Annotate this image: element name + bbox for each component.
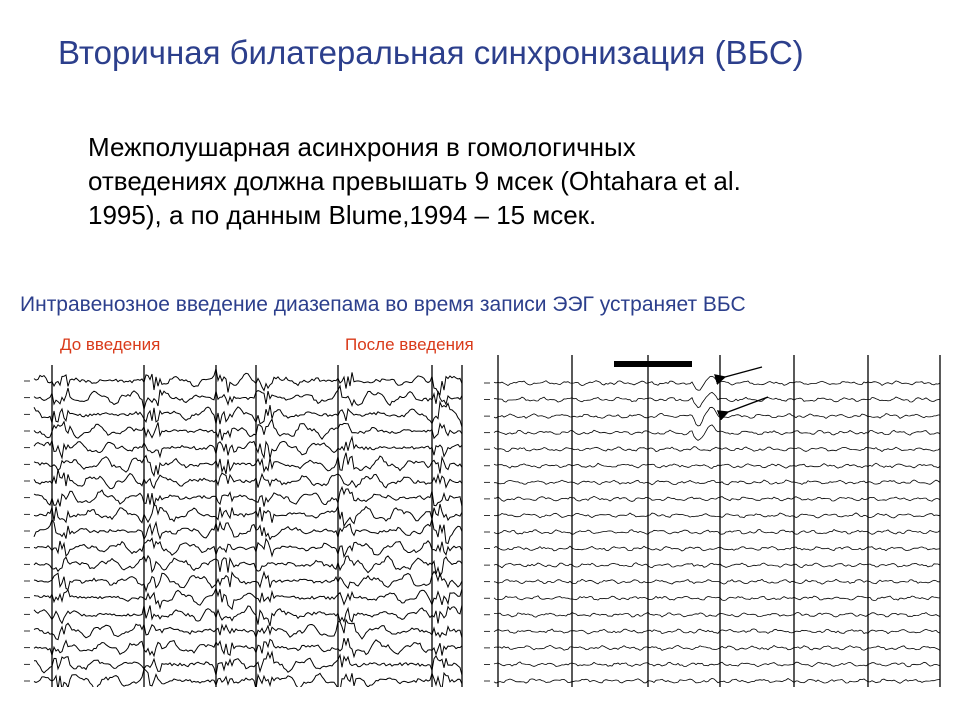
eeg-channel-trace bbox=[494, 563, 940, 568]
event-marker bbox=[614, 361, 692, 367]
eeg-subtitle: Интравенозное введение диазепама во время записи ЭЭГ устраняет ВБС bbox=[20, 293, 746, 316]
eeg-channel-trace bbox=[494, 496, 940, 501]
eeg-channel-trace bbox=[494, 596, 940, 601]
eeg-channel-trace bbox=[34, 638, 462, 657]
eeg-channel-trace bbox=[494, 645, 940, 650]
body-line-1: Межполушарная асинхрония в гомологичных bbox=[88, 132, 636, 162]
label-after-injection: После введения bbox=[345, 335, 474, 354]
slide-title: Вторичная билатеральная синхронизация (ВБС) bbox=[58, 34, 804, 71]
annotation-arrows bbox=[700, 350, 780, 420]
eeg-channel-trace bbox=[34, 453, 462, 476]
eeg-channel-trace bbox=[494, 612, 940, 617]
eeg-channel-trace bbox=[34, 402, 462, 427]
eeg-before-image bbox=[22, 365, 464, 687]
eeg-channel-trace bbox=[494, 447, 940, 452]
eeg-channel-trace bbox=[494, 513, 940, 518]
eeg-channel-trace bbox=[34, 572, 462, 591]
eeg-channel-trace bbox=[34, 556, 462, 576]
eeg-channel-trace bbox=[34, 669, 462, 687]
eeg-channel-trace bbox=[34, 538, 462, 556]
eeg-channel-trace bbox=[34, 519, 462, 544]
eeg-channel-trace bbox=[494, 530, 940, 535]
eeg-channel-trace bbox=[34, 369, 462, 395]
arrow-icon bbox=[725, 367, 762, 377]
eeg-channel-trace bbox=[34, 620, 462, 640]
body-line-2: отведениях должна превышать 9 мсек (Ohtahara et al. bbox=[88, 166, 741, 196]
eeg-channel-trace bbox=[494, 579, 940, 584]
eeg-channel-trace bbox=[494, 546, 940, 551]
eeg-channel-trace bbox=[494, 463, 940, 468]
eeg-channel-trace bbox=[34, 504, 462, 526]
eeg-channel-trace bbox=[34, 386, 462, 409]
eeg-channel-trace bbox=[494, 678, 940, 683]
eeg-channel-trace bbox=[34, 487, 462, 506]
eeg-channel-trace bbox=[494, 425, 940, 441]
eeg-channel-trace bbox=[34, 470, 462, 489]
eeg-channel-trace bbox=[494, 629, 940, 634]
eeg-channel-trace bbox=[34, 652, 462, 675]
eeg-channel-trace bbox=[34, 419, 462, 440]
eeg-channel-trace bbox=[494, 662, 940, 667]
eeg-channel-trace bbox=[34, 605, 462, 626]
eeg-channel-trace bbox=[34, 437, 462, 458]
eeg-channel-trace bbox=[494, 480, 940, 485]
body-line-3: 1995), а по данным Blume,1994 – 15 мсек. bbox=[88, 200, 597, 230]
label-before-injection: До введения bbox=[60, 335, 161, 354]
arrow-icon bbox=[728, 397, 768, 412]
body-paragraph bbox=[88, 130, 888, 232]
